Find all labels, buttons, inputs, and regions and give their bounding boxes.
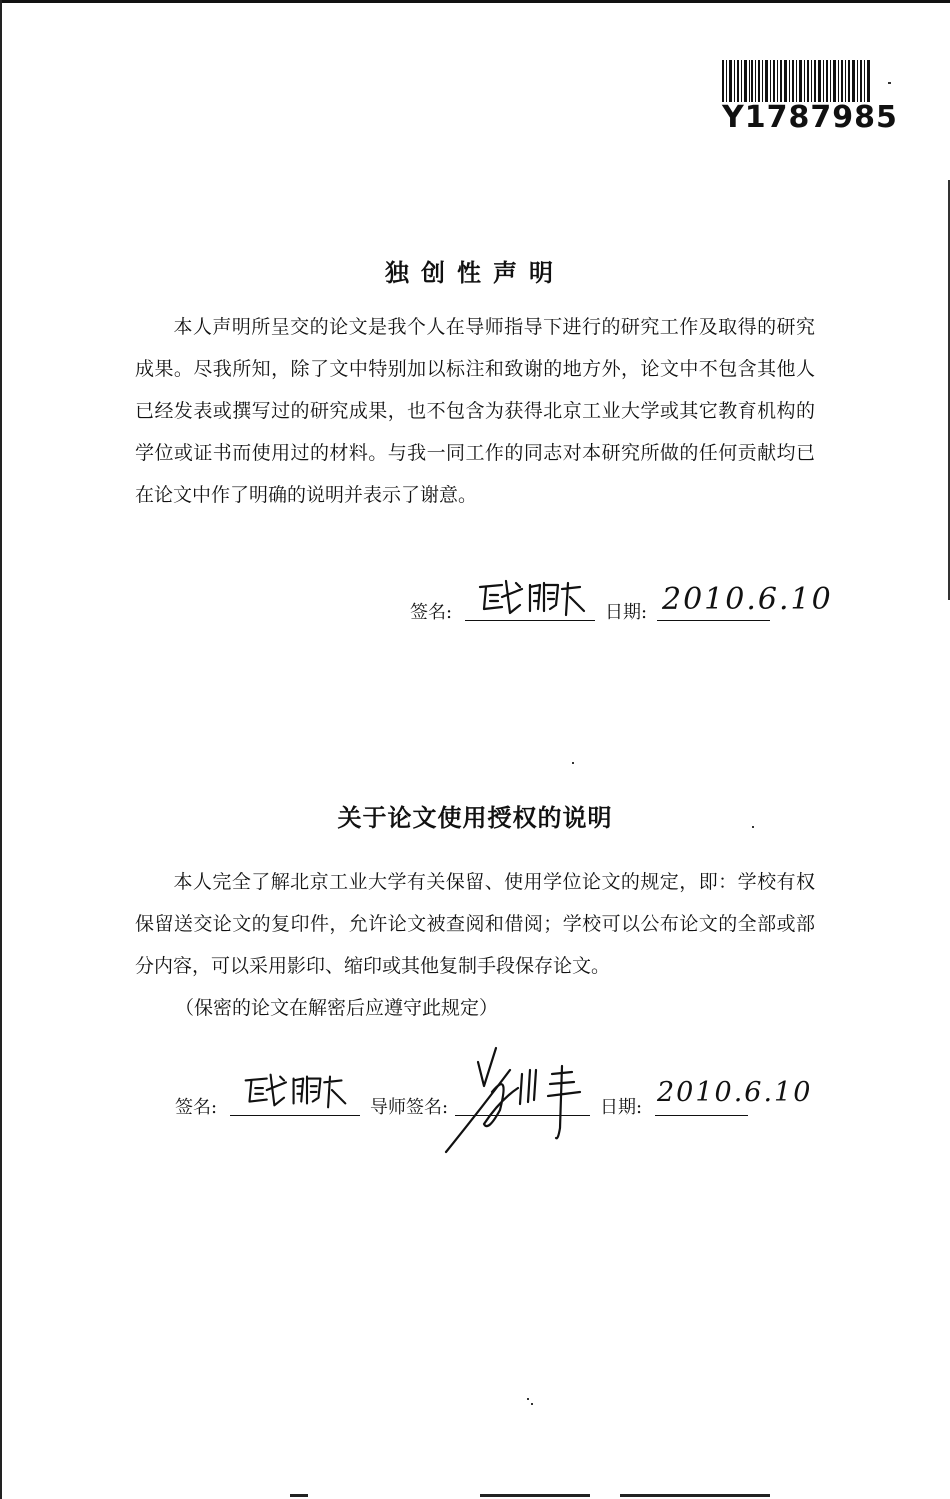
originality-signature (472, 575, 592, 620)
advisor-sign-label: 导师签名: (370, 1097, 449, 1118)
scan-edge-bottom (620, 1494, 770, 1497)
authorization-signature (238, 1068, 353, 1113)
barcode-image (722, 60, 872, 102)
originality-date-value: 2010.6.10 (662, 582, 833, 617)
scan-edge-bottom (290, 1494, 308, 1497)
scan-edge-bottom (480, 1494, 590, 1497)
authorization-text: 本人完全了解北京工业大学有关保留、使用学位论文的规定，即：学校有权保留送交论文的复印件，允许论文被查阅和借阅；学校可以公布论文的全部或部分内容，可以采用影印、缩印或其他复制手段保存论文。 (135, 871, 815, 977)
scan-speck (527, 1398, 529, 1400)
originality-date-label: 日期: (605, 602, 648, 623)
barcode-number: Y1787985 (722, 100, 898, 135)
scan-speck (888, 82, 891, 84)
authorization-date-label: 日期: (600, 1097, 643, 1118)
originality-title: 独创性声明 (385, 259, 565, 287)
advisor-signature (440, 1040, 600, 1160)
authorization-sign-label: 签名: (175, 1097, 218, 1118)
scan-speck (572, 762, 574, 764)
originality-sign-label: 签名: (410, 602, 453, 623)
authorization-paragraph (135, 861, 815, 987)
scan-speck (752, 826, 754, 828)
originality-text: 本人声明所呈交的论文是我个人在导师指导下进行的研究工作及取得的研究成果。尽我所知，除了文中特别加以标注和致谢的地方外，论文中不包含其他人已经发表或撰写过的研究成果，也不包含为获得北京工业大学或其它教育机构的学位或证书而使用过的材料。与我一同工作的同志对本研究所做的任何贡献均已在论文中作了明确的说明并表示了谢意。 (135, 316, 815, 506)
authorization-date-value: 2010.6.10 (657, 1077, 813, 1108)
authorization-note: （保密的论文在解密后应遵守此规定） (175, 997, 499, 1019)
scan-edge-left (0, 0, 2, 1499)
barcode-label (720, 60, 898, 140)
originality-paragraph (135, 306, 815, 516)
authorization-title: 关于论文使用授权的说明 (337, 804, 613, 832)
scan-edge-top (0, 0, 950, 3)
scan-speck (531, 1403, 533, 1405)
